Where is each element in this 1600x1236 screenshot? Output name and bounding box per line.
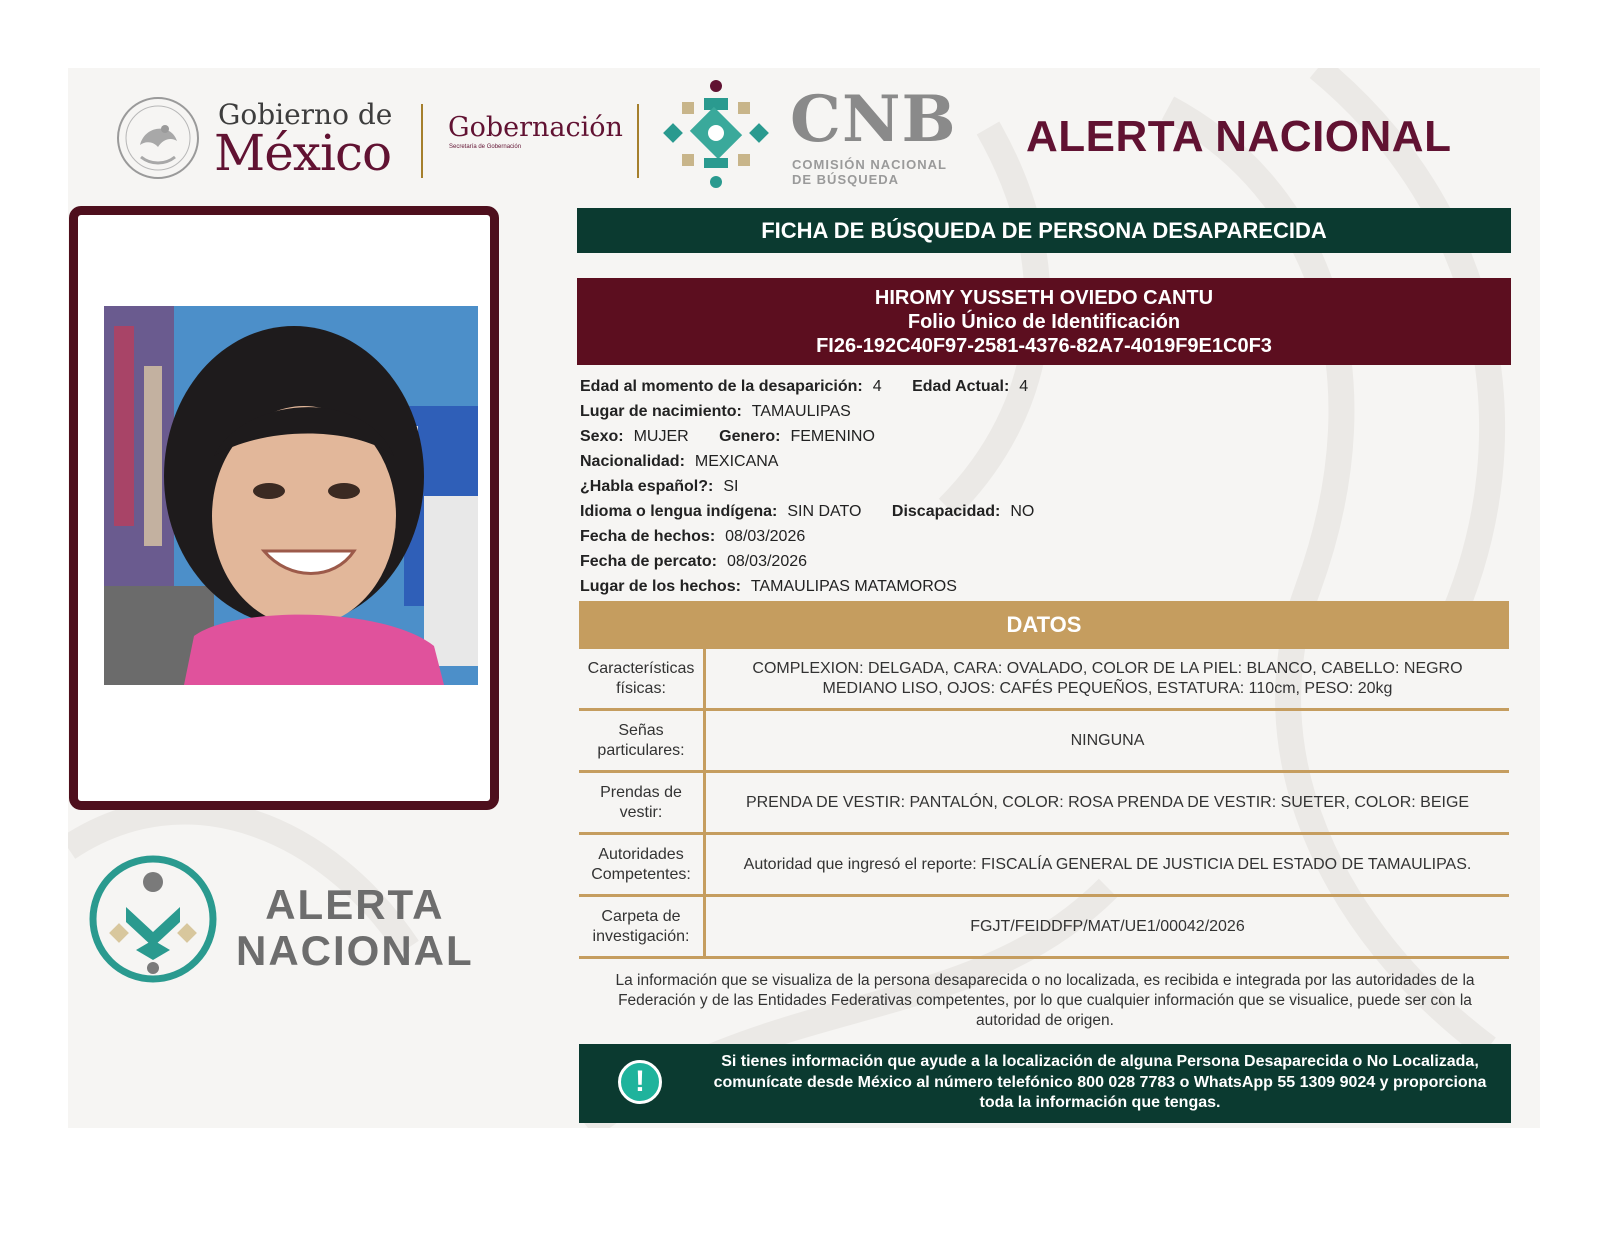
header-separator [421, 104, 423, 178]
table-row [579, 834, 1509, 896]
mexico-text: México [214, 124, 392, 182]
help-text: Si tienes información que ayude a la localización de alguna Persona Desaparecida o No Localizada, comunícate desde México al número telefónico 800 028 7783 o WhatsApp 55 1309 9024 y proporciona toda la información que tengas. [713, 1053, 1487, 1111]
info-value: 4 [872, 378, 882, 395]
alerta-nacional-title: ALERTA NACIONAL [1026, 112, 1452, 161]
info-value: TAMAULIPAS [751, 403, 851, 420]
info-label: Genero: [719, 428, 781, 445]
info-label: Nacionalidad: [580, 453, 685, 470]
table-row [579, 649, 1509, 710]
info-label: ¿Habla español?: [580, 478, 714, 495]
datos-key: Señas particulares: [579, 710, 705, 772]
table-row [579, 772, 1509, 834]
info-value: TAMAULIPAS MATAMOROS [750, 578, 957, 595]
datos-value: PRENDA DE VESTIR: PANTALÓN, COLOR: ROSA PRENDA DE VESTIR: SUETER, COLOR: BEIGE [705, 772, 1510, 834]
info-value: MUJER [633, 428, 689, 445]
cnb-subtitle [792, 157, 947, 187]
folio-value: FI26-192C40F97-2581-4376-82A7-4019F9E1C0F3 [816, 335, 1272, 357]
gobierno-de-text: Gobierno de [218, 98, 393, 131]
table-row [579, 896, 1509, 958]
person-name: HIROMY YUSSETH OVIEDO CANTU [874, 287, 1214, 309]
gobernacion-subtitle: Secretaría de Gobernación [449, 144, 522, 150]
info-label: Edad al momento de la desaparición: [580, 378, 863, 395]
datos-key: Carpeta de investigación: [579, 896, 705, 958]
info-label: Lugar de nacimiento: [580, 403, 742, 420]
info-label: Sexo: [580, 428, 624, 445]
info-label: Fecha de percato: [580, 553, 717, 570]
person-name-block [577, 278, 1511, 365]
logo-line: NACIONAL [236, 927, 474, 974]
alerta-nacional-logo-text [236, 882, 474, 974]
gobernacion-text: Gobernación [448, 112, 623, 143]
datos-value: Autoridad que ingresó el reporte: FISCALÍA GENERAL DE JUSTICIA DEL ESTADO DE TAMAULIPAS. [705, 834, 1510, 896]
info-value: SIN DATO [787, 503, 862, 520]
cnb-subtitle-line: COMISIÓN NACIONAL [792, 157, 947, 172]
header-separator [637, 104, 639, 178]
cnb-logo-icon [660, 78, 772, 190]
info-row [580, 499, 1060, 524]
disclaimer-text: La información que se visualiza de la persona desaparecida o no localizada, es recibida e integrada por las autoridades de la Federación y de las Entidades Federativas competentes, por lo que cualquier información que se visualice, puede ser con la autoridad de origen. [615, 972, 1475, 1029]
alerta-nacional-logo-icon [86, 852, 220, 986]
table-row [579, 710, 1509, 772]
exclamation-icon: ! [618, 1060, 662, 1104]
datos-title-bar: DATOS [579, 601, 1509, 649]
info-value: SI [723, 478, 739, 495]
ficha-title-bar: FICHA DE BÚSQUEDA DE PERSONA DESAPARECIDA [577, 208, 1511, 253]
info-value: 4 [1019, 378, 1029, 395]
datos-value: FGJT/FEIDDFP/MAT/UE1/00042/2026 [705, 896, 1510, 958]
info-row [580, 424, 1060, 449]
info-value: FEMENINO [790, 428, 875, 445]
info-label: Lugar de los hechos: [580, 578, 741, 595]
person-photo [104, 306, 478, 685]
cnb-text: CNB [790, 82, 957, 157]
datos-value: NINGUNA [705, 710, 1510, 772]
info-label: Discapacidad: [891, 503, 1001, 520]
info-value: NO [1010, 503, 1035, 520]
info-label: Idioma o lengua indígena: [580, 503, 778, 520]
cnb-subtitle-line: DE BÚSQUEDA [792, 172, 900, 187]
datos-value: COMPLEXION: DELGADA, CARA: OVALADO, COLOR DE LA PIEL: BLANCO, CABELLO: NEGRO MEDIANO LISO, OJOS: CAFÉS PEQUEÑOS, ESTATURA: 110cm, PESO: 20kg [705, 649, 1510, 710]
datos-key: Características físicas: [579, 649, 705, 710]
datos-table [579, 649, 1509, 959]
info-label: Edad Actual: [912, 378, 1010, 395]
info-row [580, 524, 1060, 549]
info-value: MEXICANA [694, 453, 779, 470]
info-row [580, 449, 1060, 474]
info-row [580, 574, 1060, 599]
info-row [580, 549, 1060, 574]
info-row [580, 474, 1060, 499]
folio-label: Folio Único de Identificación [907, 311, 1181, 333]
info-row [580, 399, 1060, 424]
logo-line: ALERTA [265, 881, 445, 928]
datos-key: Prendas de vestir: [579, 772, 705, 834]
info-row [580, 374, 1060, 399]
person-info [580, 374, 1060, 599]
info-value: 08/03/2026 [725, 528, 806, 545]
datos-key: Autoridades Competentes: [579, 834, 705, 896]
info-label: Fecha de hechos: [580, 528, 716, 545]
mexico-seal-icon [115, 95, 201, 181]
info-value: 08/03/2026 [726, 553, 808, 570]
